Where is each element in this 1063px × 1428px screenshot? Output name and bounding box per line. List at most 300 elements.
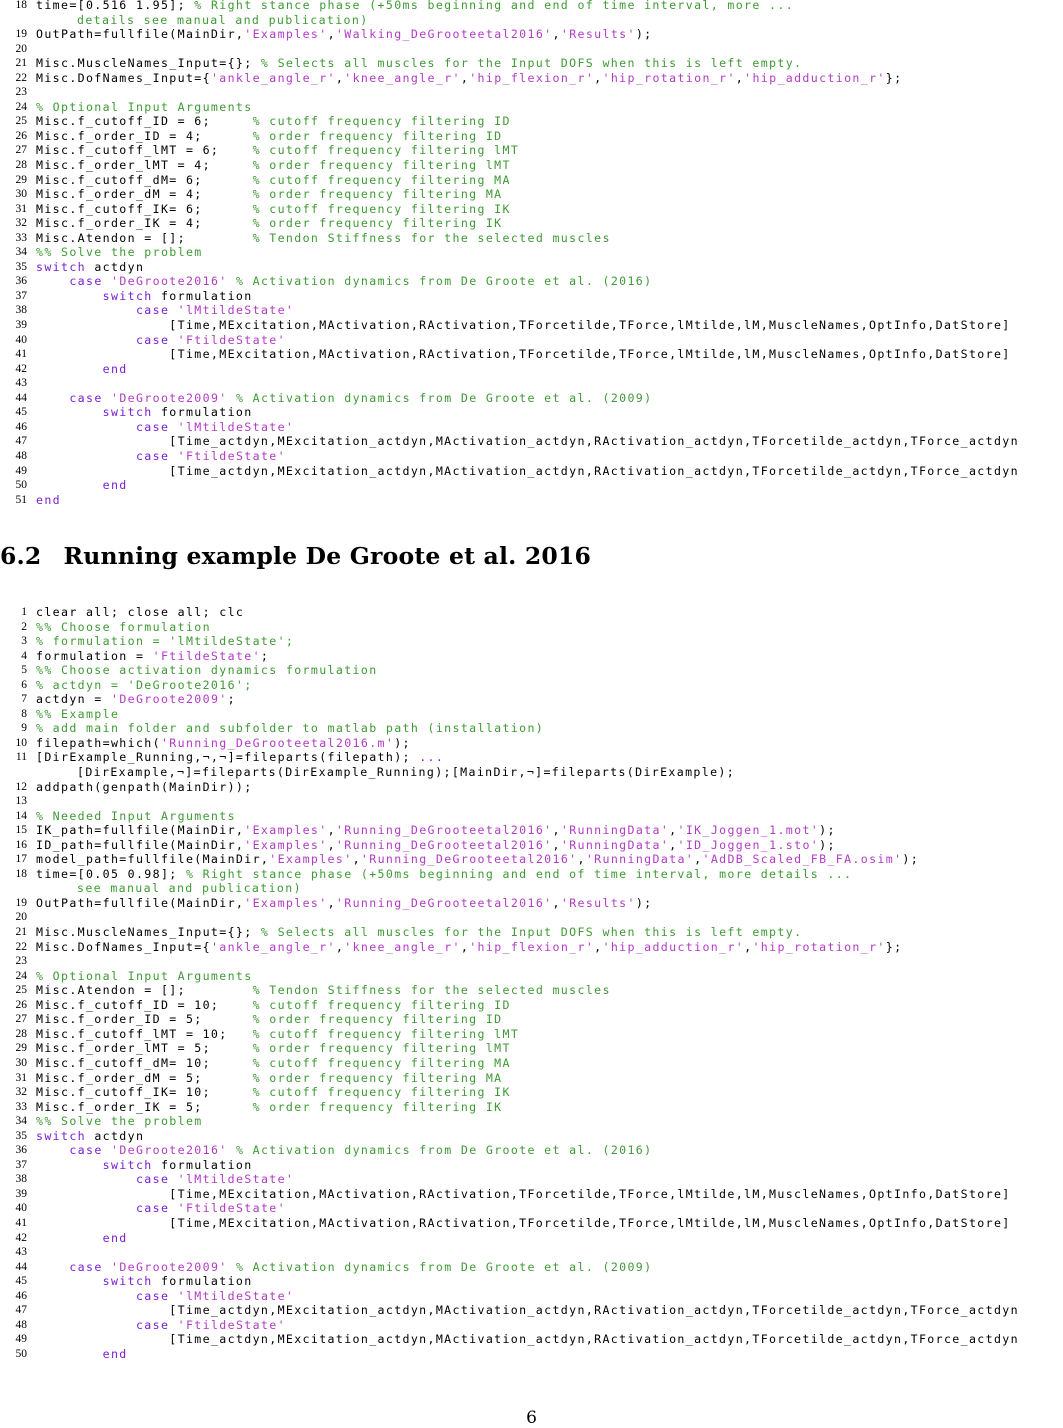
code-text — [36, 1231, 128, 1246]
code-line — [0, 620, 1063, 635]
code-token: , — [552, 823, 561, 838]
code-text — [36, 838, 836, 853]
code-comment: see manual and publication) — [77, 881, 302, 896]
code-token: ID_path=fullfile(MainDir, — [36, 837, 245, 852]
code-token: , — [735, 70, 745, 85]
code-line — [0, 1143, 1063, 1158]
code-token: , — [327, 895, 336, 910]
code-comment: %% Solve the problem — [36, 1114, 203, 1129]
code-token: ); — [635, 895, 653, 910]
code-text — [36, 347, 1011, 362]
code-line — [0, 780, 1063, 795]
code-line — [0, 1260, 1063, 1275]
line-number: 24 — [15, 969, 27, 982]
code-line — [0, 13, 1063, 28]
code-comment: % order frequency filtering IK — [252, 1099, 503, 1114]
code-listing-walking — [0, 0, 1063, 507]
line-number: 35 — [15, 260, 27, 273]
code-comment: % cutoff frequency filtering lMT — [252, 143, 520, 158]
code-string: 'hip_rotation_r' — [752, 939, 886, 954]
code-string: 'knee_angle_r' — [344, 70, 461, 85]
code-text — [36, 56, 802, 71]
code-line — [0, 129, 1063, 144]
code-text — [36, 449, 286, 464]
code-text — [36, 464, 1019, 479]
code-token: , — [552, 895, 561, 910]
code-line — [0, 493, 1063, 508]
code-line — [0, 260, 1063, 275]
code-comment: details see manual and publication) — [77, 12, 369, 27]
code-token — [36, 420, 136, 434]
line-number: 23 — [15, 86, 27, 99]
code-line — [0, 1012, 1063, 1027]
line-number: 25 — [15, 984, 27, 997]
line-number: 20 — [15, 42, 27, 55]
code-token — [36, 405, 103, 419]
code-line — [0, 1158, 1063, 1173]
line-number: 26 — [15, 129, 27, 142]
code-line — [0, 289, 1063, 304]
line-number: 5 — [21, 664, 27, 677]
section-heading — [0, 542, 591, 570]
code-keyword: case — [135, 1288, 170, 1303]
code-text — [36, 260, 144, 275]
code-token — [36, 1289, 136, 1303]
line-number: 36 — [15, 275, 27, 288]
code-token — [169, 449, 177, 463]
code-line — [0, 678, 1063, 693]
line-number: 4 — [21, 649, 27, 662]
code-text — [36, 736, 411, 751]
line-number: 7 — [21, 693, 27, 706]
code-token: Misc.f_order_ID = 5; — [36, 1012, 253, 1027]
code-line — [0, 1347, 1063, 1362]
code-line — [0, 1245, 1063, 1260]
code-text — [36, 391, 652, 406]
code-comment: %% Solve the problem — [36, 245, 203, 260]
line-number: 21 — [15, 57, 27, 70]
code-text — [36, 678, 253, 693]
code-comment: % Optional Input Arguments — [36, 968, 253, 983]
code-token: ); — [819, 823, 836, 838]
code-text — [36, 1027, 519, 1042]
code-line — [0, 1129, 1063, 1144]
code-line — [0, 1085, 1063, 1100]
code-string: 'Running_DeGrooteetal2016' — [335, 895, 553, 910]
code-comment: % order frequency filtering IK — [252, 216, 503, 231]
code-keyword: switch — [36, 1128, 86, 1143]
code-token: , — [335, 70, 345, 85]
code-line — [0, 27, 1063, 42]
code-line — [0, 303, 1063, 318]
line-number: 38 — [15, 304, 27, 317]
code-comment: % order frequency filtering MA — [252, 187, 503, 202]
code-token — [36, 289, 103, 303]
code-token: Misc.DofNames_Input={ — [36, 70, 211, 85]
code-line — [0, 0, 1063, 13]
code-string: 'Results' — [560, 895, 636, 910]
code-text — [36, 823, 836, 838]
code-string: 'Examples' — [244, 837, 328, 852]
line-number: 49 — [15, 1333, 27, 1346]
code-token: Misc.f_cutoff_lMT = 6; — [36, 143, 253, 158]
code-comment: % Right stance phase (+50ms beginning and end of time interval, more details ... — [185, 866, 853, 881]
code-comment: %% Example — [36, 706, 120, 721]
line-number: 29 — [15, 173, 27, 186]
code-token — [228, 274, 236, 288]
code-line — [0, 173, 1063, 188]
code-line — [0, 100, 1063, 115]
code-line — [0, 143, 1063, 158]
code-text — [36, 493, 61, 508]
line-number: 39 — [15, 1187, 27, 1200]
code-token: Misc.Atendon = []; — [36, 983, 253, 998]
code-token: , — [669, 823, 678, 838]
code-line — [0, 158, 1063, 173]
code-token — [103, 391, 111, 405]
code-text — [36, 158, 511, 173]
code-text — [36, 129, 503, 144]
code-text — [36, 867, 852, 882]
line-number: 48 — [15, 1318, 27, 1331]
code-token: time=[0.516 1.95]; — [36, 0, 195, 12]
code-token: Misc.f_order_ID = 4; — [36, 128, 253, 143]
code-line — [0, 707, 1063, 722]
line-number: 50 — [15, 1347, 27, 1360]
code-token: [Time,MExcitation,MActivation,RActivation,TForcetilde,TForce,lMtilde,lM,MuscleNames,OptInfo,DatStore] — [36, 1186, 1011, 1201]
line-number: 30 — [15, 1056, 27, 1069]
code-token — [36, 1318, 136, 1332]
code-comment: % Right stance phase (+50ms beginning and end of time interval, more ... — [194, 0, 795, 12]
line-number: 33 — [15, 1100, 27, 1113]
code-token: formulation — [152, 1274, 253, 1289]
line-number: 31 — [15, 202, 27, 215]
code-line — [0, 391, 1063, 406]
line-number: 18 — [15, 867, 27, 880]
code-line — [0, 1231, 1063, 1246]
code-token: [Time_actdyn,MExcitation_actdyn,MActivation_actdyn,RActivation_actdyn,TForcetilde_actdyn,TForce_actdyn — [36, 434, 1019, 449]
code-token: ; — [227, 692, 236, 707]
code-token: , — [352, 852, 361, 867]
line-number: 50 — [15, 479, 27, 492]
code-text — [36, 1216, 1011, 1231]
code-listing-running — [0, 605, 1063, 1361]
code-string: 'ankle_angle_r' — [210, 939, 336, 954]
code-comment: % Tendon Stiffness for the selected muscles — [252, 983, 611, 998]
code-token — [103, 274, 111, 288]
line-number: 40 — [15, 1202, 27, 1215]
code-keyword: case — [69, 390, 103, 405]
line-number: 1 — [21, 606, 27, 618]
line-number: 21 — [15, 926, 27, 939]
code-keyword: end — [102, 1230, 128, 1245]
code-string: 'lMtildeState' — [177, 303, 295, 318]
code-token: , — [327, 27, 336, 42]
code-text — [77, 765, 735, 780]
code-comment: % Activation dynamics from De Groote et al. (2009) — [235, 1259, 653, 1274]
code-comment: % add main folder and subfolder to matlab path (installation) — [36, 721, 545, 736]
code-text — [36, 620, 211, 635]
code-token: Misc.f_order_dM = 5; — [36, 1070, 253, 1085]
code-text — [77, 13, 369, 28]
code-line — [0, 478, 1063, 493]
code-keyword: case — [135, 1172, 170, 1187]
line-number: 41 — [15, 348, 27, 361]
code-token — [36, 274, 69, 288]
code-text — [36, 1041, 511, 1056]
code-line — [0, 1187, 1063, 1202]
code-line — [0, 1056, 1063, 1071]
code-token — [36, 303, 136, 317]
line-number: 51 — [15, 493, 27, 506]
code-comment: % Tendon Stiffness for the selected muscles — [252, 230, 611, 245]
code-text — [36, 707, 119, 722]
code-token — [36, 333, 136, 347]
code-line — [0, 56, 1063, 71]
code-text — [36, 1114, 203, 1129]
section-title: Running example De Groote et al. 2016 — [63, 541, 592, 570]
code-comment: % actdyn = 'DeGroote2016'; — [36, 677, 253, 692]
code-token: [DirExample,¬]=fileparts(DirExample_Running);[MainDir,¬]=fileparts(DirExample); — [77, 765, 736, 780]
code-text — [36, 750, 444, 765]
code-text — [36, 173, 511, 188]
code-text — [36, 274, 652, 289]
code-token — [228, 1143, 236, 1157]
line-number: 24 — [15, 100, 27, 113]
code-string: 'FtildeState' — [177, 332, 286, 347]
line-number: 13 — [15, 795, 27, 808]
code-string: 'Running_DeGrooteetal2016' — [335, 823, 553, 838]
code-keyword: switch — [102, 288, 153, 303]
line-number: 39 — [15, 319, 27, 332]
code-text — [36, 780, 253, 795]
code-comment: % cutoff frequency filtering ID — [252, 114, 511, 129]
code-string: 'DeGroote2016' — [111, 274, 228, 289]
code-text — [36, 969, 253, 984]
code-token: [Time_actdyn,MExcitation_actdyn,MActivation_actdyn,RActivation_actdyn,TForcetilde_actdyn,TForce_actdyn — [36, 1303, 1019, 1318]
line-number: 2 — [21, 620, 27, 633]
code-comment: % cutoff frequency filtering IK — [252, 201, 511, 216]
code-token: Misc.f_cutoff_ID = 6; — [36, 114, 253, 129]
code-token: , — [552, 27, 561, 42]
code-string: 'Running_DeGrooteetal2016' — [360, 852, 578, 867]
code-text — [36, 216, 503, 231]
code-token: Misc.DofNames_Input={ — [36, 939, 211, 954]
line-number: 14 — [15, 809, 27, 822]
code-comment: % order frequency filtering lMT — [252, 1041, 511, 1056]
code-string: 'DeGroote2009' — [111, 390, 228, 405]
line-number: 29 — [15, 1042, 27, 1055]
code-line — [0, 954, 1063, 969]
code-token: formulation — [152, 1157, 253, 1172]
code-comment: % Activation dynamics from De Groote et al. (2016) — [235, 1143, 653, 1158]
code-token: , — [594, 939, 603, 954]
code-text — [36, 1289, 294, 1304]
code-string: 'lMtildeState' — [177, 1172, 295, 1187]
code-line — [0, 1318, 1063, 1333]
code-string: 'ankle_angle_r' — [210, 70, 336, 85]
code-text — [36, 1129, 144, 1144]
code-token — [169, 1289, 177, 1303]
code-token — [103, 1260, 111, 1274]
line-number: 9 — [21, 722, 27, 735]
code-text — [36, 245, 203, 260]
code-token — [228, 391, 236, 405]
code-comment: % order frequency filtering lMT — [252, 158, 511, 173]
code-token: [Time,MExcitation,MActivation,RActivation,TForcetilde,TForce,lMtilde,lM,MuscleNames,OptInfo,DatStore] — [36, 347, 1011, 362]
code-string: 'hip_flexion_r' — [469, 939, 595, 954]
code-line — [0, 1216, 1063, 1231]
code-line — [0, 881, 1063, 896]
code-line — [0, 983, 1063, 998]
code-line — [0, 1114, 1063, 1129]
code-token — [36, 1158, 103, 1172]
code-line — [0, 765, 1063, 780]
line-number: 48 — [15, 449, 27, 462]
code-keyword: case — [69, 1143, 103, 1158]
code-line — [0, 940, 1063, 955]
code-text — [36, 478, 128, 493]
code-string: 'ID_Joggen_1.sto' — [677, 837, 820, 852]
code-token: Misc.f_order_dM = 4; — [36, 187, 253, 202]
line-number: 43 — [15, 1246, 27, 1259]
code-text — [36, 187, 503, 202]
line-number: 18 — [15, 0, 27, 11]
code-comment: % cutoff frequency filtering ID — [252, 997, 511, 1012]
code-keyword: switch — [36, 259, 86, 274]
code-comment: % formulation = 'lMtildeState'; — [36, 634, 295, 649]
code-line — [0, 434, 1063, 449]
code-text — [36, 634, 294, 649]
code-token: }; — [885, 70, 903, 85]
code-text — [36, 1056, 511, 1071]
code-token: OutPath=fullfile(MainDir, — [36, 895, 245, 910]
code-comment: % cutoff frequency filtering MA — [252, 172, 511, 187]
line-number: 23 — [15, 955, 27, 968]
code-token: , — [460, 70, 470, 85]
code-token: , — [327, 837, 336, 852]
code-text — [36, 1158, 253, 1173]
code-string: 'AdDB_Scaled_FB_FA.osim' — [702, 852, 903, 867]
code-line — [0, 376, 1063, 391]
code-token — [169, 1201, 177, 1215]
line-number: 37 — [15, 1158, 27, 1171]
code-comment: %% Choose formulation — [36, 619, 211, 634]
line-number: 37 — [15, 289, 27, 302]
code-token: Misc.f_cutoff_IK= 6; — [36, 201, 253, 216]
code-comment: % Selects all muscles for the Input DOFS when this is left empty. — [260, 925, 803, 940]
code-token — [36, 1231, 103, 1245]
code-string: 'Examples' — [244, 27, 328, 42]
line-number: 8 — [21, 707, 27, 720]
code-string: 'Examples' — [269, 852, 353, 867]
code-text — [36, 1187, 1011, 1202]
code-line — [0, 71, 1063, 86]
code-string: 'FtildeState' — [152, 648, 261, 663]
code-line — [0, 925, 1063, 940]
code-keyword: case — [69, 274, 103, 289]
code-text — [36, 896, 653, 911]
code-string: 'Results' — [560, 27, 636, 42]
code-string: 'Examples' — [244, 823, 328, 838]
code-string: 'lMtildeState' — [177, 1288, 295, 1303]
code-token — [36, 1274, 103, 1288]
line-number: 12 — [15, 780, 27, 793]
code-token: Misc.f_cutoff_dM= 10; — [36, 1055, 253, 1070]
code-token: , — [552, 837, 561, 852]
code-line — [0, 692, 1063, 707]
code-string: 'hip_adduction_r' — [744, 70, 886, 85]
code-token: }; — [885, 939, 903, 954]
code-token — [169, 333, 177, 347]
code-keyword: case — [69, 1259, 103, 1274]
code-line — [0, 852, 1063, 867]
code-text — [36, 1012, 503, 1027]
code-token: clear all; close all; clc — [36, 605, 245, 619]
code-line — [0, 231, 1063, 246]
code-string: 'RunningData' — [560, 837, 670, 852]
line-number: 25 — [15, 115, 27, 128]
section-number: 6.2 — [0, 541, 42, 570]
code-text — [36, 333, 286, 348]
code-text — [36, 1071, 503, 1086]
code-text — [36, 420, 294, 435]
code-token: actdyn — [85, 1128, 145, 1143]
line-number: 30 — [15, 188, 27, 201]
code-text — [36, 1260, 652, 1275]
code-token: ); — [394, 735, 411, 750]
code-token: ); — [635, 27, 653, 42]
code-text — [36, 231, 611, 246]
code-token: ; — [260, 648, 270, 663]
line-number: 46 — [15, 420, 27, 433]
code-line — [0, 318, 1063, 333]
code-comment: % Activation dynamics from De Groote et al. (2016) — [235, 274, 653, 289]
code-string: 'Examples' — [244, 895, 328, 910]
code-text — [36, 100, 253, 115]
code-line — [0, 1041, 1063, 1056]
code-string: 'IK_Joggen_1.mot' — [677, 823, 820, 838]
code-comment: % cutoff frequency filtering lMT — [252, 1026, 520, 1041]
line-number: 40 — [15, 333, 27, 346]
code-line — [0, 867, 1063, 882]
code-token: Misc.f_cutoff_dM= 6; — [36, 172, 253, 187]
code-token: Misc.Atendon = []; — [36, 230, 253, 245]
line-number: 31 — [15, 1071, 27, 1084]
code-text — [36, 1100, 503, 1115]
line-number: 38 — [15, 1173, 27, 1186]
code-token: IK_path=fullfile(MainDir, — [36, 823, 245, 838]
code-line — [0, 605, 1063, 620]
code-string: 'hip_rotation_r' — [602, 70, 736, 85]
code-line — [0, 202, 1063, 217]
code-token: formulation — [152, 288, 253, 303]
line-number: 49 — [15, 464, 27, 477]
code-text — [36, 721, 544, 736]
line-number: 45 — [15, 1275, 27, 1288]
page-number: 6 — [526, 1408, 537, 1428]
code-token — [36, 478, 103, 492]
code-string: 'DeGroote2009' — [110, 692, 228, 707]
code-comment: %% Choose activation dynamics formulation — [36, 663, 378, 678]
code-string: 'FtildeState' — [177, 1317, 286, 1332]
code-text — [36, 143, 519, 158]
line-number: 45 — [15, 406, 27, 419]
code-token — [103, 1143, 111, 1157]
code-token — [36, 362, 103, 376]
code-keyword: case — [135, 1317, 170, 1332]
code-text — [36, 663, 378, 678]
